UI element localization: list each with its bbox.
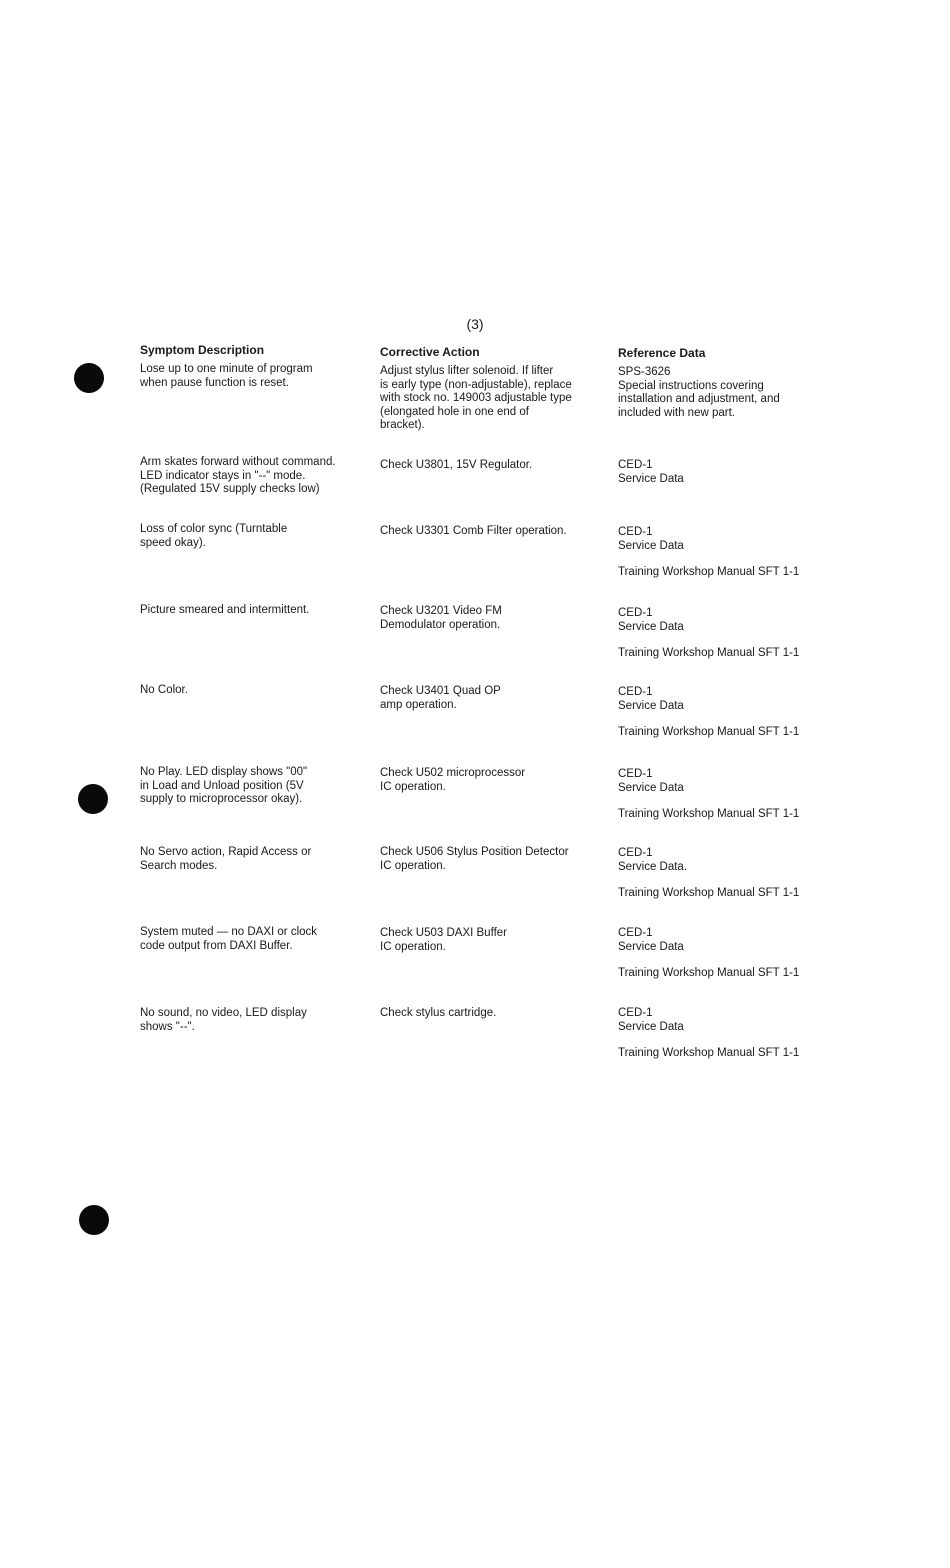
- reference-line: CED-1: [618, 686, 653, 698]
- action-line: IC operation.: [380, 940, 446, 953]
- reference-line: Service Data: [618, 781, 684, 794]
- corrective-action-cell: [380, 1007, 602, 1021]
- header-reference-data: Reference Data: [618, 346, 706, 360]
- symptom-line: System muted — no DAXI or clock: [140, 926, 318, 938]
- symptom-line: Search modes.: [140, 859, 218, 872]
- reference-data-cell: [618, 927, 848, 981]
- action-line: Check U3401 Quad OP: [380, 685, 501, 697]
- reference-data-cell: [618, 768, 848, 822]
- symptom-cell: [140, 766, 370, 807]
- action-line: Check U502 microprocessor: [380, 767, 526, 779]
- reference-data-cell: [618, 526, 848, 580]
- training-manual-reference: Training Workshop Manual SFT 1-1: [618, 808, 800, 820]
- action-line: IC operation.: [380, 780, 446, 793]
- action-line: Check U3301 Comb Filter operation.: [380, 525, 567, 537]
- symptom-line: speed okay).: [140, 536, 206, 549]
- symptom-line: when pause function is reset.: [140, 376, 289, 389]
- symptom-cell: [140, 363, 370, 390]
- symptom-cell: [140, 1007, 370, 1034]
- action-line: Check U3801, 15V Regulator.: [380, 459, 533, 471]
- action-line: Adjust stylus lifter solenoid. If lifter: [380, 365, 554, 377]
- training-manual-reference: Training Workshop Manual SFT 1-1: [618, 726, 800, 738]
- binder-hole-top: [74, 363, 104, 393]
- reference-line: CED-1: [618, 927, 653, 939]
- symptom-line: supply to microprocessor okay).: [140, 793, 303, 805]
- action-line: Check stylus cartridge.: [380, 1007, 497, 1019]
- binder-hole-bottom: [79, 1205, 109, 1235]
- reference-line: CED-1: [618, 607, 653, 619]
- action-line: is early type (non-adjustable), replace: [380, 378, 572, 391]
- header-symptom: Symptom Description: [140, 343, 265, 357]
- reference-line: Special instructions covering: [618, 379, 764, 392]
- reference-data-cell: [618, 686, 848, 740]
- action-line: Check U3201 Video FM: [380, 605, 502, 617]
- symptom-line: No Servo action, Rapid Access or: [140, 846, 312, 858]
- action-line: amp operation.: [380, 698, 457, 711]
- corrective-action-cell: [380, 459, 602, 473]
- corrective-action-cell: [380, 605, 602, 632]
- reference-line: Service Data: [618, 1020, 684, 1033]
- reference-line: CED-1: [618, 526, 653, 538]
- reference-line: SPS-3626: [618, 366, 671, 378]
- symptom-cell: [140, 846, 370, 873]
- reference-line: Service Data: [618, 539, 684, 552]
- action-line: IC operation.: [380, 859, 446, 872]
- symptom-line: Picture smeared and intermittent.: [140, 604, 310, 616]
- reference-line: Service Data: [618, 620, 684, 633]
- reference-data-cell: [618, 366, 848, 420]
- reference-line: Service Data: [618, 699, 684, 712]
- symptom-cell: [140, 604, 370, 618]
- symptom-line: No Color.: [140, 684, 188, 696]
- symptom-line: (Regulated 15V supply checks low): [140, 483, 320, 495]
- corrective-action-cell: [380, 525, 602, 539]
- reference-data-cell: [618, 847, 848, 901]
- symptom-line: shows "--".: [140, 1020, 195, 1033]
- symptom-cell: [140, 926, 370, 953]
- reference-line: Service Data: [618, 472, 684, 485]
- header-corrective-action: Corrective Action: [380, 345, 480, 359]
- training-manual-reference: Training Workshop Manual SFT 1-1: [618, 967, 800, 979]
- reference-line: CED-1: [618, 459, 653, 471]
- reference-line: CED-1: [618, 1007, 653, 1019]
- training-manual-reference: Training Workshop Manual SFT 1-1: [618, 887, 800, 899]
- reference-line: CED-1: [618, 768, 653, 780]
- action-line: (elongated hole in one end of: [380, 405, 529, 418]
- reference-data-cell: [618, 607, 848, 661]
- corrective-action-cell: [380, 365, 602, 433]
- symptom-cell: [140, 456, 370, 497]
- binder-hole-middle: [78, 784, 108, 814]
- reference-line: installation and adjustment, and: [618, 393, 780, 405]
- symptom-cell: [140, 523, 370, 550]
- training-manual-reference: Training Workshop Manual SFT 1-1: [618, 1047, 800, 1059]
- page-number: (3): [466, 316, 484, 332]
- action-line: with stock no. 149003 adjustable type: [380, 392, 572, 404]
- action-line: Check U506 Stylus Position Detector: [380, 846, 569, 858]
- reference-data-cell: [618, 1007, 848, 1061]
- corrective-action-cell: [380, 685, 602, 712]
- training-manual-reference: Training Workshop Manual SFT 1-1: [618, 566, 800, 578]
- action-line: Check U503 DAXI Buffer: [380, 927, 507, 939]
- symptom-cell: [140, 684, 370, 698]
- symptom-line: Arm skates forward without command.: [140, 456, 336, 468]
- corrective-action-cell: [380, 767, 602, 794]
- symptom-line: Lose up to one minute of program: [140, 363, 313, 375]
- symptom-line: LED indicator stays in "--" mode.: [140, 469, 306, 482]
- training-manual-reference: Training Workshop Manual SFT 1-1: [618, 647, 800, 659]
- reference-line: Service Data: [618, 940, 684, 953]
- reference-line: included with new part.: [618, 406, 735, 419]
- reference-line: CED-1: [618, 847, 653, 859]
- action-line: Demodulator operation.: [380, 618, 501, 631]
- corrective-action-cell: [380, 846, 602, 873]
- symptom-line: No Play. LED display shows "00": [140, 766, 308, 778]
- symptom-line: code output from DAXI Buffer.: [140, 939, 293, 952]
- symptom-line: No sound, no video, LED display: [140, 1007, 307, 1019]
- symptom-line: in Load and Unload position (5V: [140, 779, 304, 792]
- symptom-line: Loss of color sync (Turntable: [140, 523, 288, 535]
- action-line: bracket).: [380, 419, 425, 431]
- reference-line: Service Data.: [618, 860, 688, 873]
- reference-data-cell: [618, 459, 848, 486]
- corrective-action-cell: [380, 927, 602, 954]
